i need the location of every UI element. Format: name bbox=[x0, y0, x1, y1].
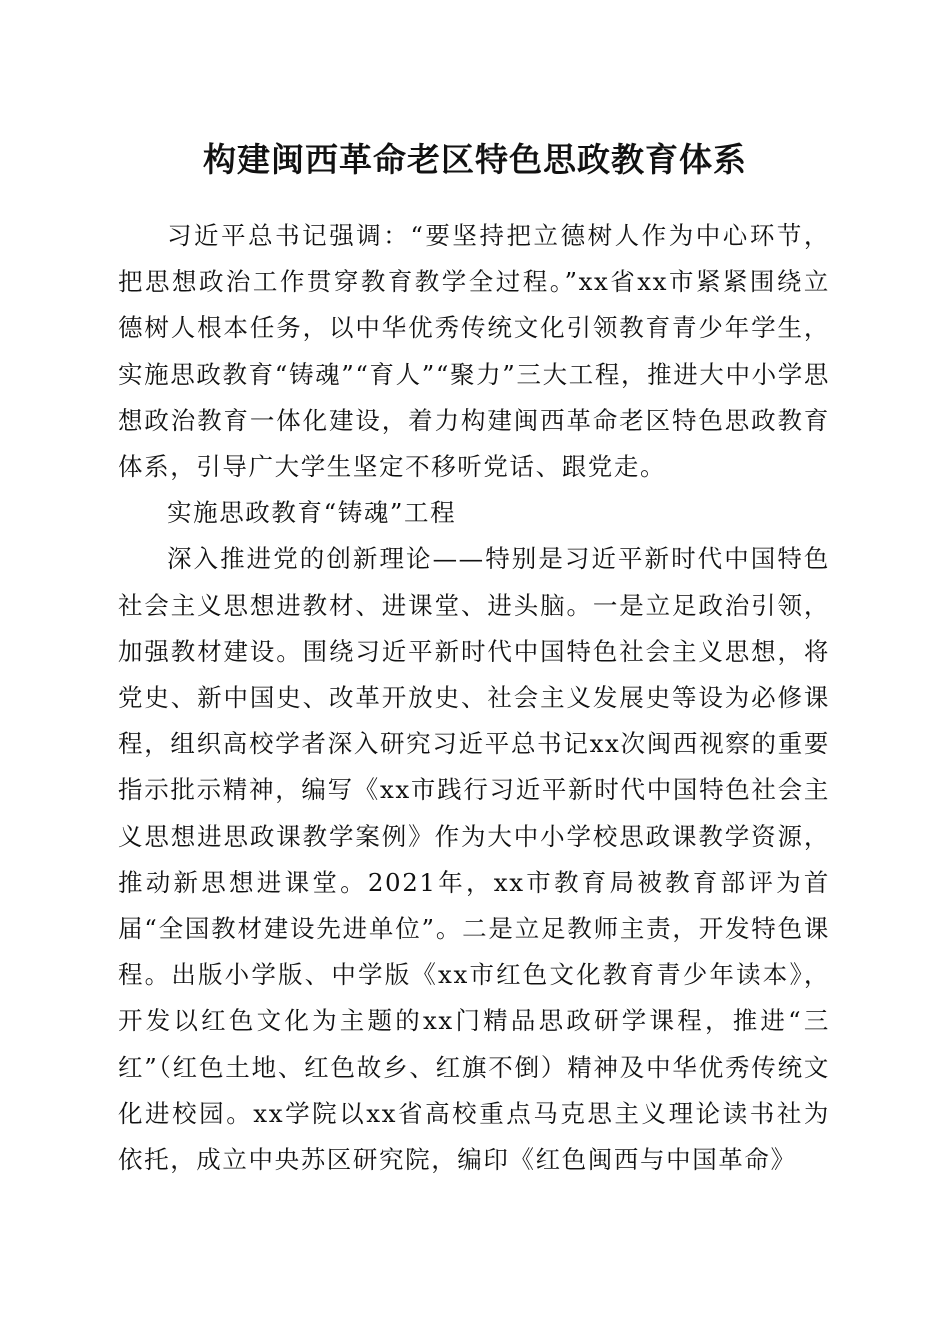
document-title: 构建闽西革命老区特色思政教育体系 bbox=[203, 140, 747, 179]
paragraph-intro: 习近平总书记强调：“要坚持把立德树人作为中心环节，把思想政治工作贯穿教育教学全过程。”xx省xx市紧紧围绕立德树人根本任务，以中华优秀传统文化引领教育青少年学生，实施思政教育“铸魂”“育人”“聚力”三大工程，推进大中小学思想政治教育一体化建设，着力构建闽西革命老区特色思政教育体系，引导广大学生坚定不移听党话、跟党走。 bbox=[118, 221, 830, 482]
paragraph-section-1: 深入推进党的创新理论——特别是习近平新时代中国特色社会主义思想进教材、进课堂、进头脑。一是立足政治引领，加强教材建设。围绕习近平新时代中国特色社会主义思想，将党史、新中国史、改革开放史、社会主义发展史等设为必修课程，组织高校学者深入研究习近平总书记xx次闽西视察的重要指示批示精神，编写《xx市践行习近平新时代中国特色社会主义思想进思政课教学案例》作为大中小学校思政课教学资源，推动新思想进课堂。2021年，xx市教育局被教育部评为首届“全国教材建设先进单位”。二是立足教师主责，开发特色课程。出版小学版、中学版《xx市红色文化教育青少年读本》，开发以红色文化为主题的xx门精品思政研学课程，推进“三红”（红色土地、红色故乡、红旗不倒）精神及中华优秀传统文化进校园。xx学院以xx省高校重点马克思主义理论读书社为依托，成立中央苏区研究院，编印《红色闽西与中国革命》 bbox=[118, 544, 830, 1175]
section-heading: 实施思政教育“铸魂”工程 bbox=[167, 498, 457, 528]
document-body bbox=[118, 213, 830, 1183]
